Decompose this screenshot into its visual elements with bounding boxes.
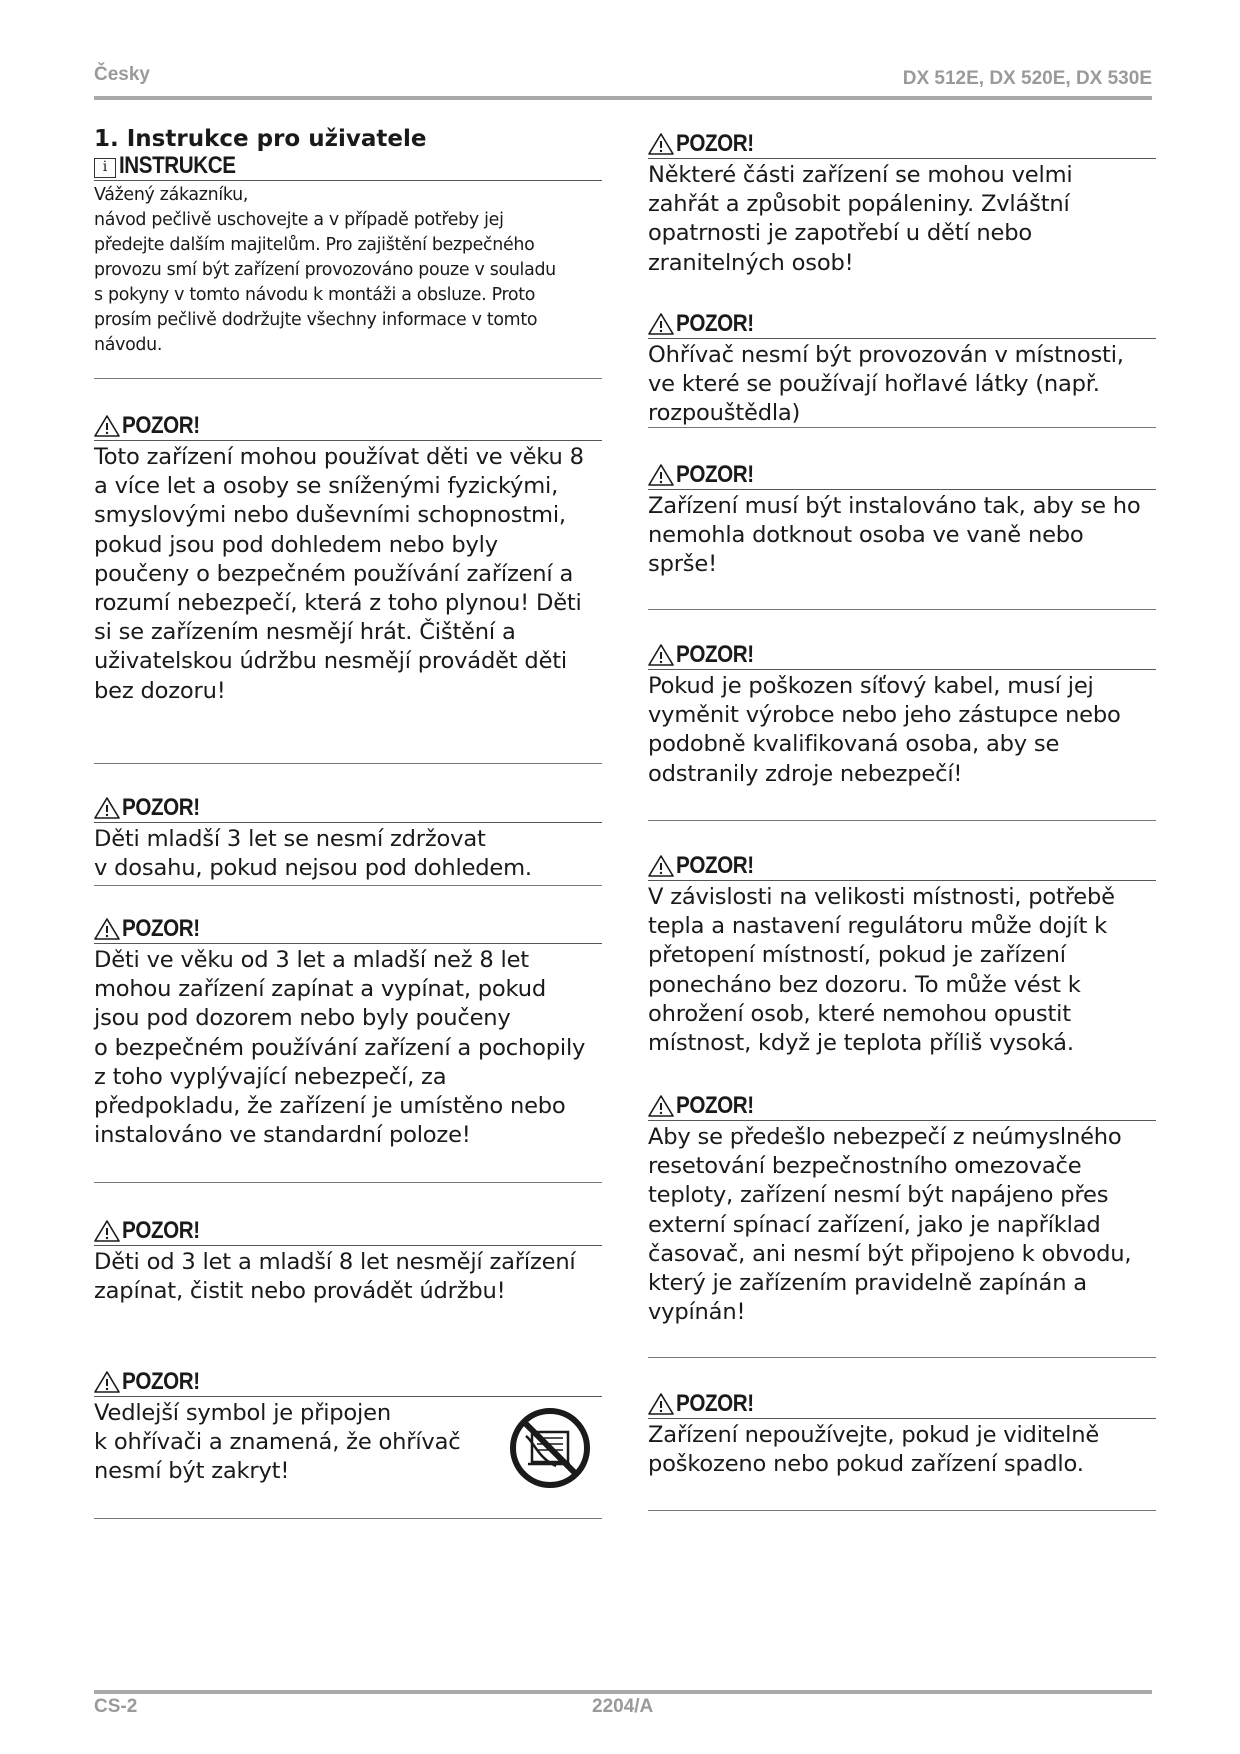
footer-revision: 2204/A [592,1696,654,1717]
warning-text: V závislosti na velikosti místnosti, potřebě tepla a nastavení regulátoru může dojít k přetopení místností, pokud je zařízení ponecháno bez dozoru. To může vést k ohrožení osob, které nemohou opustit místnost, když je teplota příliš vysoká. [648,884,1115,1057]
warning-block [648,850,1156,1058]
header-rule [94,96,1152,100]
warning-title-row [648,1090,1156,1121]
warning-text: Vedlejší symbol je připojen k ohřívači a znamená, že ohřívač nesmí být zakryt! [94,1400,461,1485]
warning-title: POZOR! [676,641,754,668]
warning-text: Zařízení musí být instalováno tak, aby se ho nemohla dotknout osoba ve vaně nebo sprše! [648,493,1141,578]
warning-text: Toto zařízení mohou používat děti ve věku 8 a více let a osoby se sníženými fyzickými, smyslovými nebo duševními schopnostmi, pokud jsou pod dohledem nebo byly poučeny o bezpečném používání zařízení a rozumí nebezpečí, která z toho plynou! Děti si se zařízením nesmějí hrát. Čištění a uživatelskou údržbu nesmějí provádět děti bez dozoru! [94,444,584,704]
warning-title: POZOR! [676,310,754,337]
warning-title-row [94,410,602,441]
warning-block [648,639,1156,789]
warning-block [94,792,602,883]
warning-block [94,410,602,706]
footer-page-number: CS-2 [94,1696,138,1717]
warning-title-row [648,308,1156,339]
warning-block [94,913,602,1150]
instruction-title: INSTRUKCE [119,152,236,179]
warning-title: POZOR! [122,1217,200,1244]
warning-triangle-icon [648,312,674,336]
divider [94,1518,602,1519]
warning-block [648,459,1156,580]
warning-triangle-icon [94,1370,120,1394]
warning-text: Děti ve věku od 3 let a mladší než 8 let mohou zařízení zapínat a vypínat, pokud jsou pod dozorem nebo byly poučeny o bezpečném používání zařízení a pochopily z toho vyplývající nebezpečí, za předpokladu, že zařízení je umístěno nebo instalováno ve standardní poloze! [94,947,586,1149]
divider [94,885,602,886]
warning-text: Děti od 3 let a mladší 8 let nesmějí zařízení zapínat, čistit nebo provádět údržbu! [94,1249,576,1305]
warning-title: POZOR! [676,130,754,157]
warning-title-row [94,1366,602,1397]
footer-rule [94,1690,1152,1694]
warning-triangle-icon [648,463,674,487]
divider [94,1182,602,1183]
warning-triangle-icon [648,1094,674,1118]
info-icon: i [94,158,116,178]
divider [648,1510,1156,1511]
header-language: Česky [94,64,150,85]
warning-title: POZOR! [676,461,754,488]
warning-title-row [94,792,602,823]
warning-title-row [648,459,1156,490]
warning-triangle-icon [94,796,120,820]
warning-block [648,128,1156,278]
divider [94,763,602,764]
warning-title: POZOR! [122,794,200,821]
section-title: 1. Instrukce pro uživatele [94,126,427,152]
warning-title-row [94,913,602,944]
warning-triangle-icon [94,414,120,438]
warning-text: Pokud je poškozen síťový kabel, musí jej vyměnit výrobce nebo jeho zástupce nebo podobně kvalifikovaná osoba, aby se odstranily zdroje nebezpečí! [648,673,1121,787]
instruction-text: Vážený zákazníku, návod pečlivě uschovejte a v případě potřeby jej předejte dalším majitelům. Pro zajištění bezpečného provozu smí být zařízení provozováno pouze v souladu s pokyny v tomto návodu k montáži a obsluze. Proto prosím pečlivě dodržujte všechny informace v tomto návodu. [94,185,556,355]
warning-title: POZOR! [122,412,200,439]
warning-triangle-icon [648,1392,674,1416]
warning-title: POZOR! [676,1390,754,1417]
instruction-block [94,150,602,358]
divider [648,820,1156,821]
warning-title-row [648,850,1156,881]
warning-block [94,1215,602,1306]
divider [648,427,1156,428]
warning-triangle-icon [94,917,120,941]
warning-triangle-icon [648,854,674,878]
divider [648,609,1156,610]
warning-text: Aby se předešlo nebezpečí z neúmyslného resetování bezpečnostního omezovače teploty, zařízení nesmí být napájeno přes externí spínací zařízení, jako je například časovač, ani nesmí být připojeno k obvodu, který je zařízením pravidelně zapínán a vypínán! [648,1124,1132,1326]
warning-title-row [94,1215,602,1246]
warning-text: Zařízení nepoužívejte, pokud je viditelně poškozeno nebo pokud zařízení spadlo. [648,1422,1100,1478]
warning-text: Ohřívač nesmí být provozován v místnosti, ve které se používají hořlavé látky (např. rozpouštědla) [648,342,1124,427]
warning-text: Děti mladší 3 let se nesmí zdržovat v dosahu, pokud nejsou pod dohledem. [94,826,532,882]
warning-title-row [648,1388,1156,1419]
instruction-title-row [94,150,602,181]
do-not-cover-symbol-icon [508,1406,592,1490]
warning-block [648,1090,1156,1327]
warning-triangle-icon [94,1219,120,1243]
warning-title-row [648,128,1156,159]
warning-title-row [648,639,1156,670]
warning-title: POZOR! [122,1368,200,1395]
warning-text: Některé části zařízení se mohou velmi zahřát a způsobit popáleniny. Zvláštní opatrnosti je zapotřebí u dětí nebo zranitelných osob! [648,162,1073,276]
warning-block [648,1388,1156,1479]
warning-title: POZOR! [122,915,200,942]
divider [94,378,602,379]
warning-title: POZOR! [676,852,754,879]
warning-triangle-icon [648,643,674,667]
header-models: DX 512E, DX 520E, DX 530E [902,68,1152,89]
warning-block [648,308,1156,429]
warning-title: POZOR! [676,1092,754,1119]
divider [648,1357,1156,1358]
warning-triangle-icon [648,132,674,156]
warning-block [94,1366,602,1487]
